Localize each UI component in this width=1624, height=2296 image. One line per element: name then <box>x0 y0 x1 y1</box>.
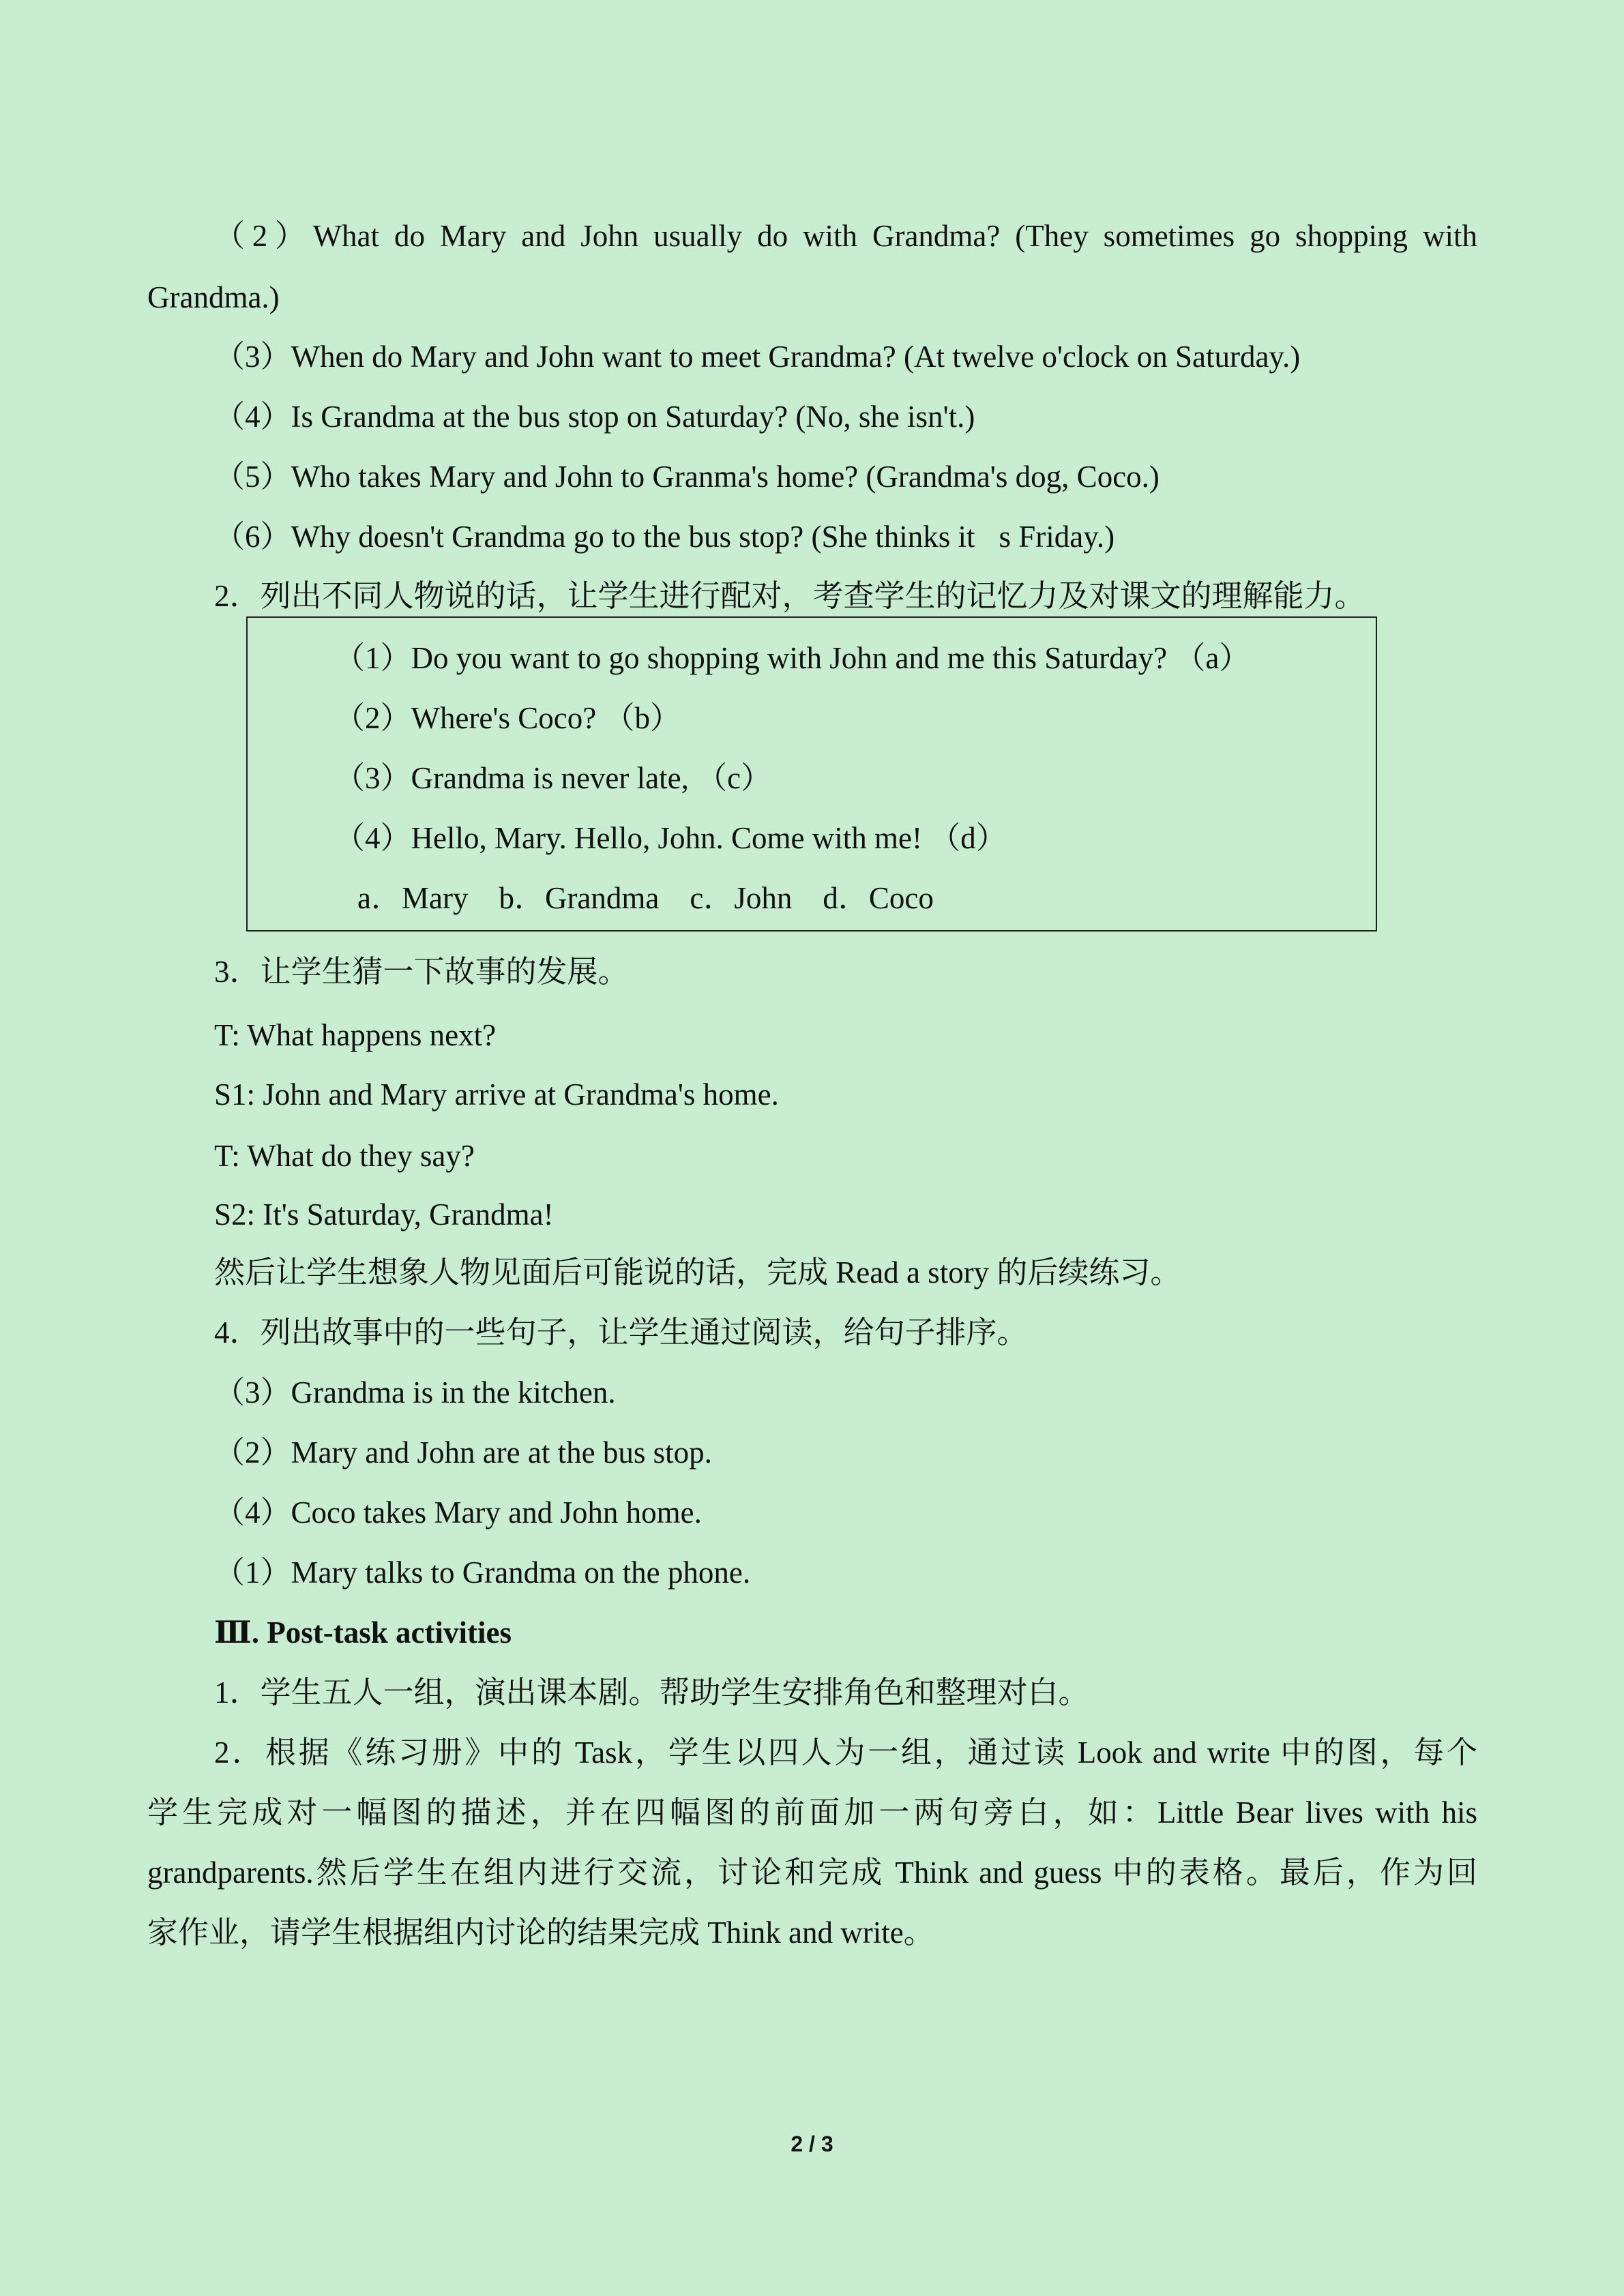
sequence-item: （4）Coco takes Mary and John home. <box>214 1495 702 1530</box>
matching-options: a．Mary b．Grandma c．John d．Coco <box>357 881 934 915</box>
post-task-item-2-line-2: 学生完成对一幅图的描述，并在四幅图的前面加一两句旁白，如：Little Bear lives with his <box>147 1795 1477 1830</box>
task-2-heading: 2．列出不同人物说的话，让学生进行配对，考查学生的记忆力及对课文的理解能力。 <box>214 579 1365 613</box>
matching-item-1: （1）Do you want to go shopping with John and me this Saturday? （a） <box>334 641 1250 675</box>
post-task-heading: Ⅲ. Post-task activities <box>214 1615 512 1650</box>
task-3-heading: 3．让学生猜一下故事的发展。 <box>214 955 629 989</box>
question-2-line-2: Grandma.) <box>147 280 280 314</box>
question-6: （6）Why doesn't Grandma go to the bus stop? (She thinks it s Friday.) <box>214 520 1115 554</box>
dialogue-line: S2: It's Saturday, Grandma! <box>214 1197 554 1232</box>
sequence-item: （2）Mary and John are at the bus stop. <box>214 1435 712 1470</box>
matching-item-4: （4）Hello, Mary. Hello, John. Come with me! （d） <box>334 821 1007 855</box>
dialogue-line: S1: John and Mary arrive at Grandma's home. <box>214 1077 779 1112</box>
post-task-item-2-line-3: grandparents.然后学生在组内进行交流，讨论和完成 Think and guess 中的表格。最后，作为回 <box>147 1855 1477 1890</box>
page-number: 2 / 3 <box>791 2132 833 2156</box>
question-5: （5）Who takes Mary and John to Granma's home? (Grandma's dog, Coco.) <box>214 460 1160 494</box>
question-2-line-1: （2）What do Mary and John usually do with Grandma? (They sometimes go shopping with <box>214 219 1477 253</box>
task-3-followup: 然后让学生想象人物见面后可能说的话，完成 Read a story 的后续练习。 <box>214 1255 1181 1289</box>
dialogue-line: T: What do they say? <box>214 1139 475 1173</box>
matching-item-3: （3）Grandma is never late, （c） <box>334 761 772 795</box>
question-4: （4）Is Grandma at the bus stop on Saturday? (No, she isn't.) <box>214 400 975 434</box>
sequence-item: （1）Mary talks to Grandma on the phone. <box>214 1555 751 1590</box>
post-task-item-1: 1．学生五人一组，演出课本剧。帮助学生安排角色和整理对白。 <box>214 1675 1089 1710</box>
dialogue-line: T: What happens next? <box>214 1018 497 1052</box>
matching-item-2: （2）Where's Coco? （b） <box>334 701 681 735</box>
sequence-item: （3）Grandma is in the kitchen. <box>214 1375 616 1410</box>
post-task-item-2-line-1: 2．根据《练习册》中的 Task，学生以四人为一组，通过读 Look and write 中的图，每个 <box>214 1735 1477 1770</box>
question-3: （3）When do Mary and John want to meet Grandma? (At twelve o'clock on Saturday.) <box>214 340 1301 374</box>
post-task-item-2-line-4: 家作业，请学生根据组内讨论的结果完成 Think and write。 <box>147 1915 934 1950</box>
task-4-heading: 4．列出故事中的一些句子，让学生通过阅读，给句子排序。 <box>214 1315 1028 1350</box>
